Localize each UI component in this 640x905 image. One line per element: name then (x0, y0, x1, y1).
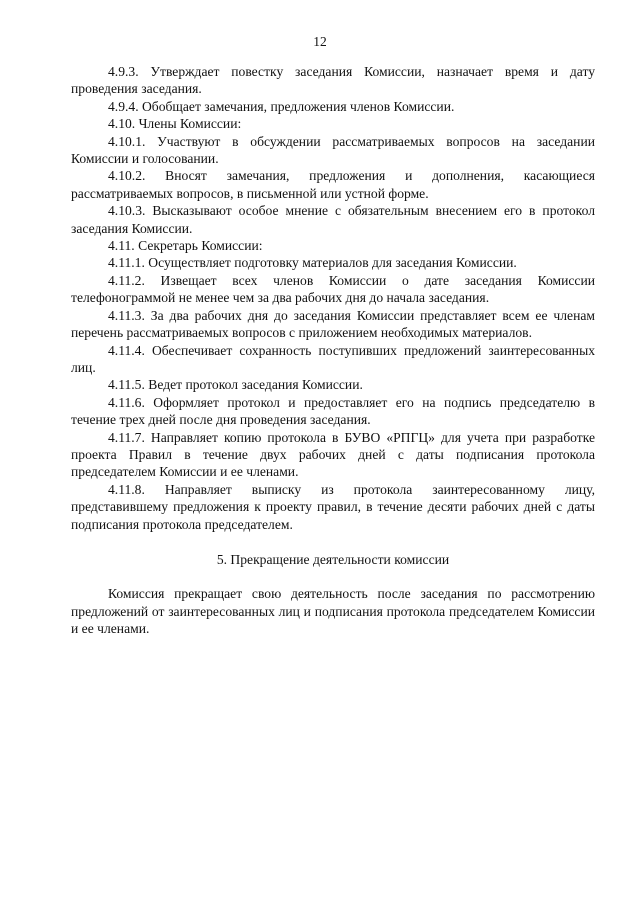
paragraph-4-11: 4.11. Секретарь Комиссии: (108, 238, 263, 254)
paragraph-4-11-7: 4.11.7. Направляет копию протокола в БУВО «РПГЦ» для учета при разработке проекта Правил в течение двух рабочих дней с даты подписания протокола председателем Комиссии и ее членами. (71, 429, 595, 480)
paragraph-4-10-3: 4.10.3. Высказывают особое мнение с обязательным внесением его в протокол заседания Комиссии. (71, 203, 595, 236)
paragraph-4-10: 4.10. Члены Комиссии: (108, 116, 242, 132)
paragraph-4-10-2: 4.10.2. Вносят замечания, предложения и дополнения, касающиеся рассматриваемых вопросов, в письменной или устной форме. (71, 168, 595, 201)
paragraph-4-11-8: 4.11.8. Направляет выписку из протокола заинтересованному лицу, представившему предложения к проекту правил, в течение десяти рабочих дней с даты подписания протокола председателем. (71, 481, 595, 532)
document-body (71, 63, 595, 638)
paragraph-4-11-1: 4.11.1. Осуществляет подготовку материалов для заседания Комиссии. (108, 255, 517, 271)
section-5-title: 5. Прекращение деятельности комиссии (216, 551, 450, 567)
paragraph-4-11-2: 4.11.2. Извещает всех членов Комиссии о дате заседания Комиссии телефонограммой не менее чем за два рабочих дня до начала заседания. (71, 272, 595, 306)
paragraph-4-9-3: 4.9.3. Утверждает повестку заседания Комиссии, назначает время и дату проведения заседания. (71, 64, 595, 97)
section-5-text: Комиссия прекращает свою деятельность после заседания по рассмотрению предложений от заинтересованных лиц и подписания протокола председателем Комиссии и ее членами. (71, 586, 595, 637)
paragraph-4-11-6: 4.11.6. Оформляет протокол и предоставляет его на подпись председателю в течение трех дней после дня проведения заседания. (71, 394, 595, 428)
paragraph-4-11-3: 4.11.3. За два рабочих дня до заседания Комиссии представляет всем ее членам перечень рассматриваемых вопросов с приложением необходимых материалов. (71, 307, 595, 341)
paragraph-4-10-1: 4.10.1. Участвуют в обсуждении рассматриваемых вопросов на заседании Комиссии и голосовании. (71, 133, 595, 167)
paragraph-4-9-4: 4.9.4. Обобщает замечания, предложения членов Комиссии. (108, 98, 455, 114)
paragraph-4-11-4: 4.11.4. Обеспечивает сохранность поступивших предложений заинтересованных лиц. (71, 342, 595, 375)
page-number: 12 (313, 34, 327, 49)
paragraph-4-11-5: 4.11.5. Ведет протокол заседания Комиссии. (108, 377, 363, 393)
